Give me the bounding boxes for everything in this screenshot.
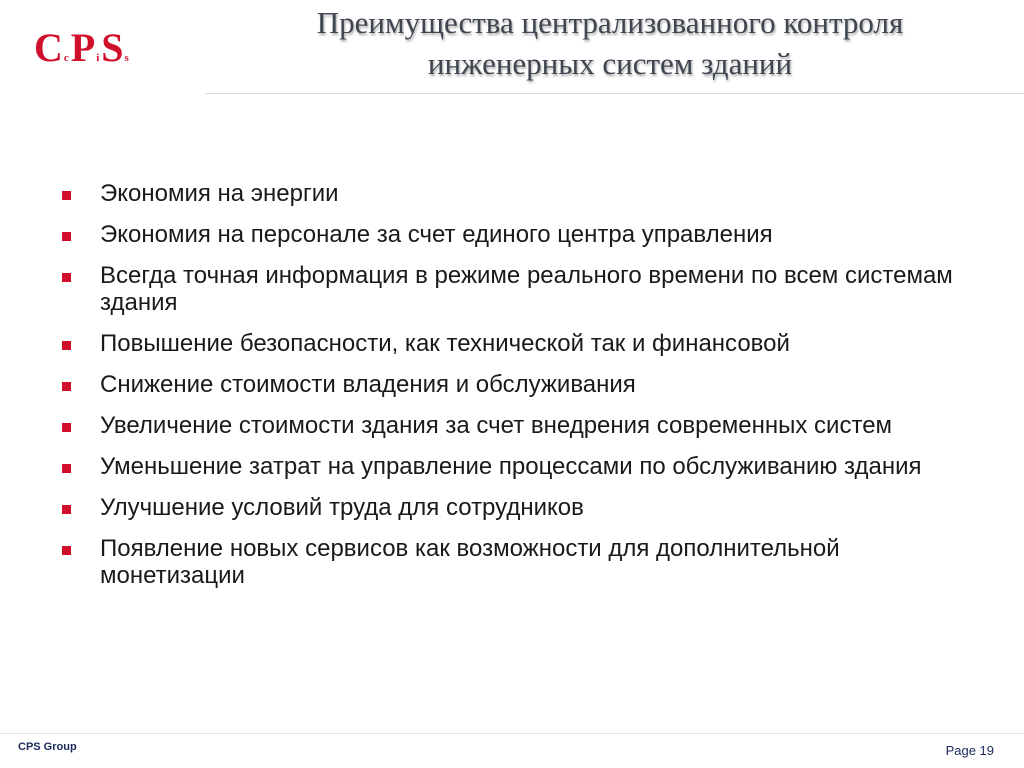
- list-item: [62, 535, 962, 589]
- logo-letter-c-small: c: [63, 52, 69, 64]
- logo-letter-c: C: [34, 25, 63, 70]
- list-item-text: Появление новых сервисов как возможности для дополнительной монетизации: [100, 535, 840, 589]
- cps-logo: [34, 25, 131, 70]
- benefits-list: [62, 180, 962, 603]
- list-item: [62, 180, 962, 207]
- slide-title: [210, 2, 1010, 84]
- list-item-text: Повышение безопасности, как технической так и финансовой: [100, 330, 790, 357]
- footer-company: CPS Group: [18, 741, 77, 753]
- slide-title-line-2: инженерных систем зданий: [427, 46, 793, 81]
- list-item: [62, 371, 962, 398]
- list-item: [62, 412, 962, 439]
- logo-letter-i-small: i: [96, 52, 100, 64]
- list-item: [62, 330, 962, 357]
- list-item: [62, 453, 962, 480]
- list-item-text: Уменьшение затрат на управление процессами по обслуживанию здания: [100, 453, 922, 480]
- square-bullet-icon: [62, 423, 71, 432]
- slide-title-line-1: Преимущества централизованного контроля: [316, 5, 904, 40]
- list-item-text: Улучшение условий труда для сотрудников: [100, 494, 584, 521]
- square-bullet-icon: [62, 505, 71, 514]
- logo-letter-s-small: s: [124, 52, 129, 64]
- square-bullet-icon: [62, 191, 71, 200]
- list-item: [62, 494, 962, 521]
- square-bullet-icon: [62, 546, 71, 555]
- list-item-text: Увеличение стоимости здания за счет внедрения современных систем: [100, 412, 893, 439]
- title-divider: [205, 93, 1024, 94]
- square-bullet-icon: [62, 341, 71, 350]
- square-bullet-icon: [62, 382, 71, 391]
- square-bullet-icon: [62, 273, 71, 282]
- list-item-text: Экономия на персонале за счет единого центра управления: [100, 221, 773, 248]
- page-number: Page 19: [945, 743, 994, 758]
- list-item: [62, 262, 962, 316]
- list-item-text: Всегда точная информация в режиме реального времени по всем системам здания: [100, 262, 953, 316]
- square-bullet-icon: [62, 232, 71, 241]
- square-bullet-icon: [62, 464, 71, 473]
- logo-letter-p: P: [70, 25, 96, 70]
- logo-letter-s: S: [101, 25, 124, 70]
- list-item: [62, 221, 962, 248]
- list-item-text: Снижение стоимости владения и обслуживания: [100, 371, 636, 398]
- list-item-text: Экономия на энергии: [100, 180, 339, 207]
- footer-divider: [0, 733, 1024, 734]
